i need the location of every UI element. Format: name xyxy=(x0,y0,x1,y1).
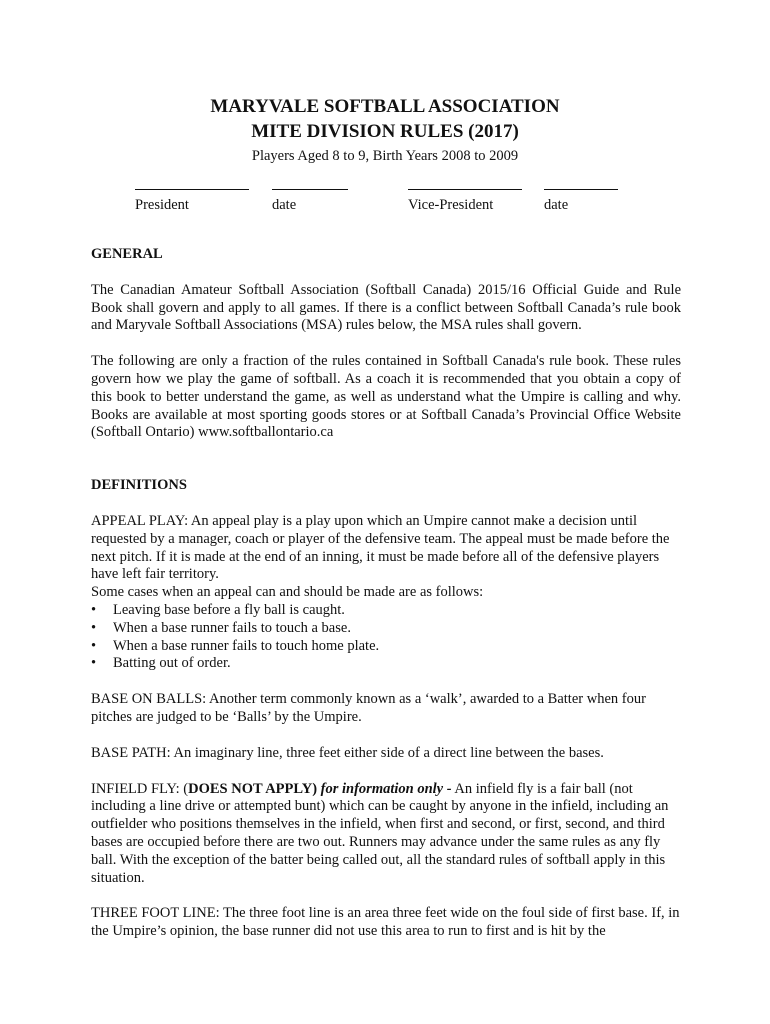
list-item: • Batting out of order. xyxy=(91,655,231,672)
bullet-icon: • xyxy=(91,655,97,672)
date-label: date xyxy=(272,197,297,213)
appeal-play-definition: APPEAL PLAY: An appeal play is a play upon which an Umpire cannot make a decision until requested by a manager, coach or player of the defensive team. The appeal must be made before the next pitch. If it is made at the end of an inning, it must be made before all of the defensive players have left fair territory. xyxy=(91,512,670,583)
bullet-icon: • xyxy=(91,619,97,636)
infield-fly-label: INFIELD FLY: ( xyxy=(91,780,189,797)
vice-president-signature-field xyxy=(408,189,522,213)
bullet-icon: • xyxy=(91,637,97,654)
does-not-apply-note: DOES NOT APPLY) xyxy=(188,780,318,797)
president-signature-field xyxy=(135,189,249,213)
definitions-heading: DEFINITIONS xyxy=(91,477,187,494)
document-body xyxy=(91,246,681,941)
general-paragraph-1: The Canadian Amateur Softball Association (Softball Canada) 2015/16 Official Guide and Rule Book shall govern and apply to all games. If there is a conflict between Softball Canada’s rule book and Maryvale Softball Associations (MSA) rules below, the MSA rules shall govern. xyxy=(91,281,681,334)
signature-line xyxy=(135,189,249,190)
president-date-field xyxy=(272,189,348,213)
three-foot-line-definition: THREE FOOT LINE: The three foot line is an area three feet wide on the foul side of first base. If, in the Umpire’s opinion, the base runner did not use this area to run to first and is hit by the xyxy=(91,905,680,940)
signature-line xyxy=(408,189,522,190)
vice-president-label: Vice-President xyxy=(408,197,494,213)
list-item: • When a base runner fails to touch a base. xyxy=(91,619,351,636)
document-subtitle-title: MITE DIVISION RULES (2017) xyxy=(251,121,519,142)
information-only-note: for information only - xyxy=(317,780,452,797)
list-item: • When a base runner fails to touch home plate. xyxy=(91,637,380,654)
general-heading: GENERAL xyxy=(91,246,163,262)
base-on-balls-definition: BASE ON BALLS: Another term commonly known as a ‘walk’, awarded to a Batter when four pitches are judged to be ‘Balls’ by the Umpire. xyxy=(91,691,646,725)
signature-line xyxy=(544,189,618,190)
bullet-icon: • xyxy=(91,601,97,618)
title-block xyxy=(0,94,770,166)
vice-president-date-field xyxy=(544,189,618,213)
general-paragraph-2: The following are only a fraction of the rules contained in Softball Canada's rule book. These rules govern how we play the game of softball. As a coach it is recommended that you obtain a copy of this book to better understand the game, as well as understand what the Umpire is calling and why. Books are available at most sporting goods stores or at Softball Canada’s Provincial Office Website (Softball Ontario) www.softballontario.ca xyxy=(91,353,681,441)
date-label: date xyxy=(544,197,569,213)
appeal-cases-intro: Some cases when an appeal can and should be made are as follows: xyxy=(91,584,484,601)
infield-fly-text: An infield fly is a fair ball (not including a line drive or attempted bunt) which can be caught by anyone in the infield, including an outfielder who positions themselves in the infield, when first and second, or first, second, and third bases are occupied before there are two out. Runners may advance under the same rules as any fly ball. With the exception of the batter being called out, all the standard rules of softball apply in this situation. xyxy=(91,780,669,886)
infield-fly-definition xyxy=(91,781,681,888)
president-label: President xyxy=(135,197,189,213)
appeal-cases-list xyxy=(91,602,681,673)
list-item: • Leaving base before a fly ball is caught. xyxy=(91,601,345,618)
age-group-line: Players Aged 8 to 9, Birth Years 2008 to 2009 xyxy=(251,148,519,164)
signature-line xyxy=(272,189,348,190)
document-title: MARYVALE SOFTBALL ASSOCIATION xyxy=(210,96,560,117)
base-path-definition: BASE PATH: An imaginary line, three feet either side of a direct line between the bases. xyxy=(91,744,604,761)
